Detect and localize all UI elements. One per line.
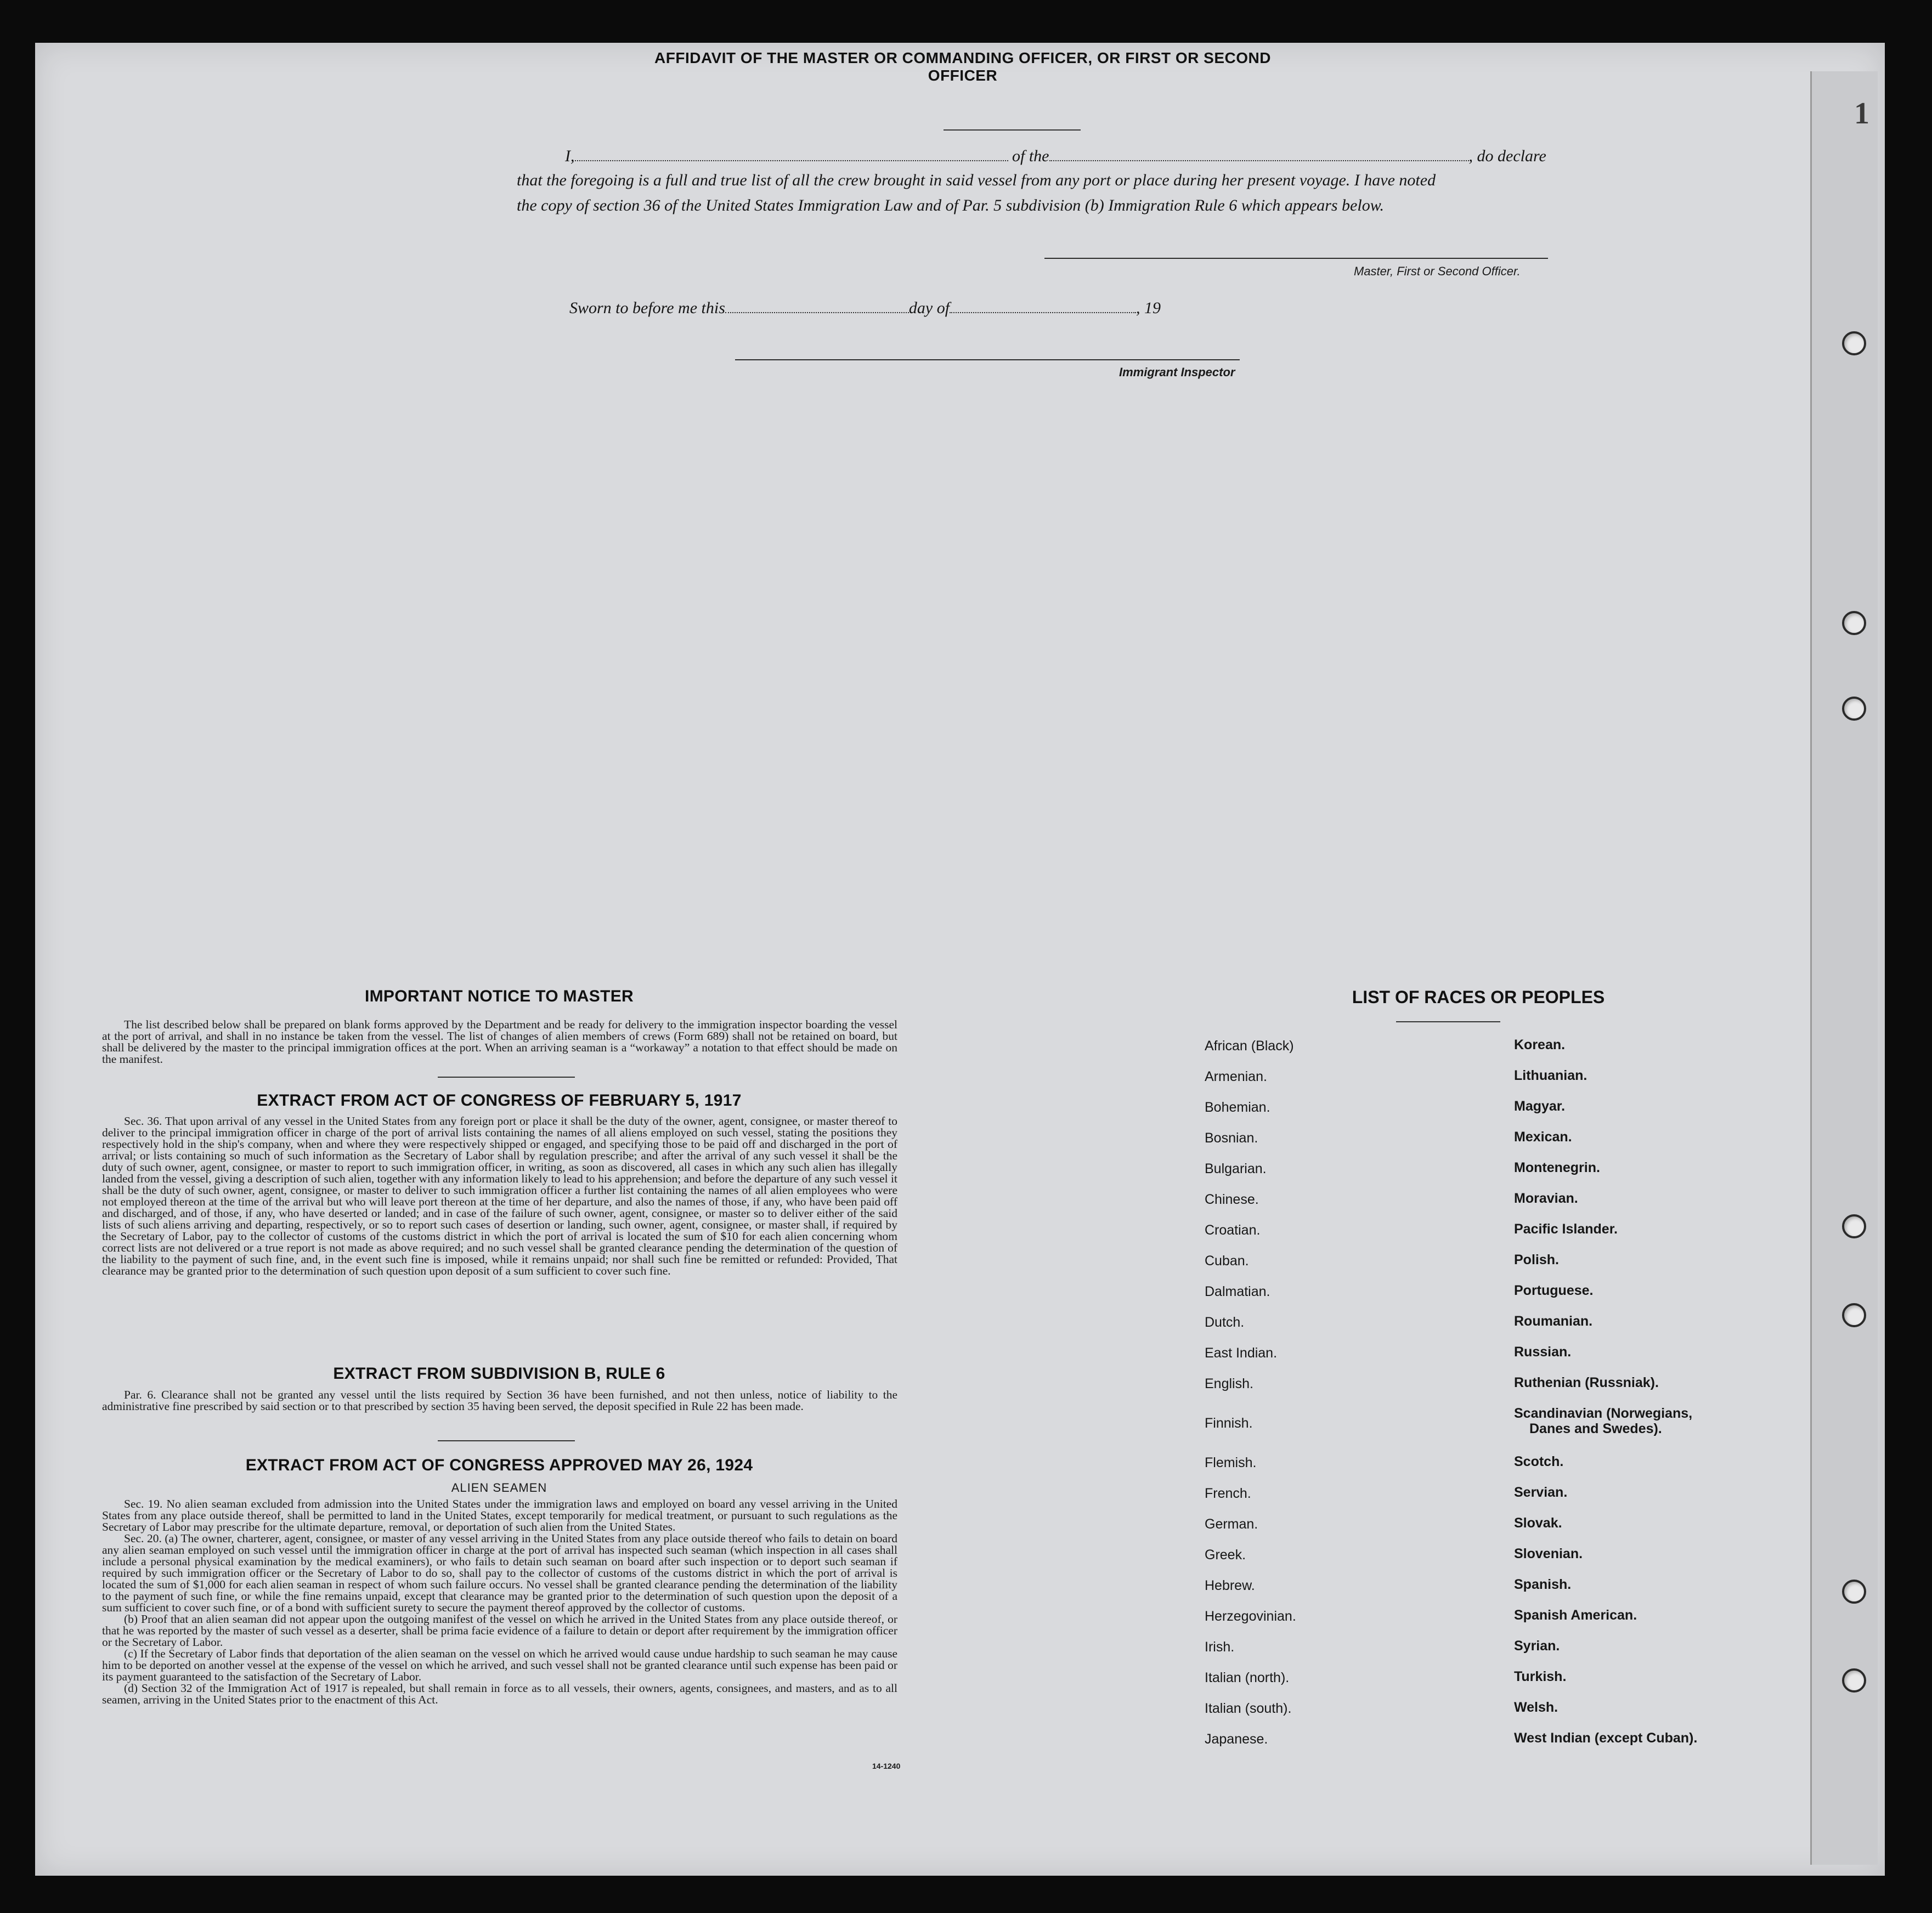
race-item: Armenian.: [1205, 1069, 1267, 1084]
binder-hole: [1842, 1668, 1866, 1693]
race-item: Bosnian.: [1205, 1130, 1258, 1146]
race-item: Pacific Islander.: [1514, 1221, 1618, 1237]
affidavit-declare-label: , do declare: [1468, 147, 1546, 165]
race-item: Irish.: [1205, 1639, 1235, 1655]
race-item: Mexican.: [1514, 1129, 1572, 1145]
race-item: Spanish American.: [1514, 1608, 1637, 1623]
race-item: Scandinavian (Norwegians,: [1514, 1406, 1693, 1421]
race-item: Lithuanian.: [1514, 1068, 1588, 1083]
race-item: East Indian.: [1205, 1345, 1278, 1361]
sworn-year-label: , 19: [1136, 299, 1161, 317]
inspector-signature-line[interactable]: [735, 359, 1240, 360]
race-item: English.: [1205, 1376, 1253, 1391]
notice-rule: [438, 1077, 575, 1078]
race-item: African (Black): [1205, 1038, 1294, 1054]
races-title: LIST OF RACES OR PEOPLES: [1352, 987, 1605, 1007]
race-item: Roumanian.: [1514, 1314, 1593, 1329]
form-number: 14-1240: [872, 1762, 901, 1770]
race-item: Dutch.: [1205, 1315, 1245, 1330]
race-item: Dalmatian.: [1205, 1284, 1270, 1299]
race-item: Spanish.: [1514, 1577, 1572, 1592]
sec-20a-text: Sec. 20. (a) The owner, charterer, agent, consignee, or master of any vessel arriving in the United States from any place outside thereof who fails to detain on board any alien seaman employed on such vessel until the immigration officer in charge at the port of arrival has inspected such seaman (which inspection in all cases shall include a personal physical examination by the medical examiners), or who fails to detain such seaman on board after such inspection or to deport such seaman if required by such immigration officer or the Secretary of Labor to do so, shall pay to the collector of customs of the customs district in which the port of arrival is located the sum of $1,000 for each alien seaman in respect of whom such failure occurs. No vessel shall be granted clearance pending the determination of the liability to the payment of such fine, or while the fine remains unpaid, except that clearance may be granted prior to the determination of such question upon the deposit of a sum sufficient to cover such fine, or of a bond with sufficient surety to secure the payment thereof approved by the collector of customs.: [102, 1532, 897, 1614]
race-item: Finnish.: [1205, 1416, 1253, 1431]
race-item: Russian.: [1514, 1344, 1572, 1360]
extract-1924-title: EXTRACT FROM ACT OF CONGRESS APPROVED MAY 26, 1924: [245, 1456, 753, 1474]
affidavit-of-label: of the: [1012, 147, 1049, 165]
inspector-caption: [1119, 365, 1235, 380]
race-item: Chinese.: [1205, 1192, 1259, 1207]
sec-19-text: Sec. 19. No alien seaman excluded from admission into the United States under the immigration laws and employed on board any vessel arriving in the United States from any place outside thereof, shall be permitted to land in the United States, except temporarily for medical treatment, or pursuant to such regulations as the Secretary of Labor may prescribe for the ultimate departure, removal, or deportation of such alien from the United States.: [102, 1497, 897, 1533]
sec-20d-text: (d) Section 32 of the Immigration Act of 1917 is repealed, but shall remain in force as to all vessels, their owners, agents, consignees, and masters, and as to all seamen, arriving in the United States prior to the enactment of this Act.: [102, 1682, 897, 1706]
notice-text: The list described below shall be prepared on blank forms approved by the Department and be ready for delivery to the immigration inspector boarding the vessel at the port of arrival, and shall in no instance be taken from the vessel. The list of changes of alien members of crews (Form 689) shall not be retained on board, but shall be delivered by the master to the principal immigration offices at the port. When an arriving seaman is a “workaway” a notation to that effect should be made on the manifest.: [102, 1018, 897, 1066]
officer-name-field[interactable]: [575, 148, 1008, 161]
extract-1917-text: Sec. 36. That upon arrival of any vessel in the United States from any foreign port or place it shall be the duty of the owner, agent, consignee, or master thereof to deliver to the principal immigration officer in charge of the port of arrival lists containing the names of all aliens employed on such vessel, stating the positions they respectively hold in the ship's company, when and where they were respectively shipped or engaged, and specifying those to be paid off and discharged in the port of arrival; or lists containing so much of such information as the Secretary of Labor shall by regulation prescribe; and after the arrival of any such vessel it shall be the duty of such owner, agent, consignee, or master to report to such immigration officer, in writing, as soon as discovered, all cases in which any such alien has illegally landed from the vessel, giving a description of such alien, together with any information likely to lead to his apprehension; and before the departure of any such vessel it shall be the duty of such owner, agent, consignee, or master to deliver to such immigration officer a further list containing the names of all alien employees who were not employed thereon at the time of the arrival but who will leave port thereon at the time of her departure, and also the names of those, if any, who have been paid off and discharged, and of those, if any, who have deserted or landed; and in case of the failure of such owner, agent, consignee, or master so to deliver either of the said lists of such aliens arriving and departing, respectively, or so to report such cases of desertion or landing, such owner, agent, consignee, or master shall, if required by the Secretary of Labor, pay to the collector of customs of the customs district in which the port of arrival is located the sum of $10 for each alien concerning whom correct lists are not delivered or a true report is not made as above required; and no such vessel shall be granted clearance pending the determination of the question of the liability to the payment of such fine, and, in the event such fine is imposed, while it remains unpaid; nor shall such fine be remitted or refunded: Provided, That clearance may be granted prior to the determination of such question upon deposit of a sum sufficient to cover such fine.: [102, 1114, 897, 1277]
page-mark: 1: [1854, 97, 1869, 131]
race-item: Montenegrin.: [1514, 1160, 1600, 1175]
race-item: Moravian.: [1514, 1191, 1578, 1206]
sworn-month-field[interactable]: [950, 300, 1136, 313]
binder-hole: [1842, 697, 1866, 721]
extract-rule6-title: EXTRACT FROM SUBDIVISION B, RULE 6: [333, 1365, 665, 1383]
sec-20c-text: (c) If the Secretary of Labor finds that deportation of the alien seaman on the vessel on which he arrived would cause undue hardship to such seaman he may cause him to be deported on another vessel at the expense of the vessel on which he arrived, and such vessel shall not be granted clearance until such expense has been paid or its payment guaranteed to the satisfaction of the Secretary of Labor.: [102, 1647, 897, 1683]
binder-hole: [1842, 611, 1866, 635]
title-rule: [944, 129, 1081, 131]
sworn-day-label: day of: [908, 299, 950, 317]
race-item: Herzegovinian.: [1205, 1609, 1296, 1624]
race-item: Ruthenian (Russniak).: [1514, 1375, 1659, 1390]
race-item: German.: [1205, 1516, 1258, 1532]
vessel-name-field[interactable]: [1049, 148, 1469, 161]
races-rule: [1396, 1021, 1500, 1022]
inspector-caption-text: Immigrant Inspector: [1119, 365, 1235, 379]
race-item: Italian (north).: [1205, 1670, 1290, 1685]
notice-title: IMPORTANT NOTICE TO MASTER: [364, 987, 634, 1005]
alien-seamen-subtitle: ALIEN SEAMEN: [451, 1481, 547, 1495]
race-item-continuation: Danes and Swedes).: [1529, 1421, 1662, 1436]
race-item: Syrian.: [1514, 1638, 1560, 1654]
race-item: Hebrew.: [1205, 1578, 1255, 1593]
extract-rule6-text: Par. 6. Clearance shall not be granted any vessel until the lists required by Section 36 have been furnished, and not then unless, notice of liability to the administrative fine prescribed by said section or to that prescribed by section 35 having been served, the deposit specified in Rule 22 has been made.: [102, 1388, 897, 1413]
sworn-prefix: Sworn to before me this: [569, 299, 725, 317]
race-item: Servian.: [1514, 1485, 1568, 1500]
race-item: Croatian.: [1205, 1222, 1261, 1238]
race-item: Turkish.: [1514, 1669, 1567, 1684]
sec-20b-text: (b) Proof that an alien seaman did not appear upon the outgoing manifest of the vessel on which he arrived in the United States from any place outside thereof, or that he was reported by the master of such vessel as a deserter, shall be prima facie evidence of a failure to detain or deport after requirement by the immigration officer or the Secretary of Labor.: [102, 1612, 897, 1649]
master-signature-caption: Master, First or Second Officer.: [1354, 264, 1521, 278]
affidavit-declaration-line: [565, 147, 1546, 166]
race-item: Italian (south).: [1205, 1701, 1292, 1716]
affidavit-statement-line: that the foregoing is a full and true list of all the crew brought in said vessel from any port or place during her present voyage. I have noted: [517, 171, 1436, 189]
race-item: Magyar.: [1514, 1099, 1566, 1114]
rule6-rule: [438, 1440, 575, 1441]
races-left-column: [1205, 1038, 1296, 1762]
race-item: West Indian (except Cuban).: [1514, 1730, 1698, 1746]
race-item: Scotch.: [1514, 1454, 1564, 1469]
races-right-column: [1514, 1037, 1697, 1761]
binder-hole: [1842, 331, 1866, 355]
extract-1924-body: [102, 1498, 897, 1706]
race-item: Japanese.: [1205, 1731, 1268, 1747]
race-item: Bulgarian.: [1205, 1161, 1267, 1176]
sworn-day-field[interactable]: [725, 300, 909, 313]
race-item: Polish.: [1514, 1252, 1559, 1267]
sworn-line: [569, 299, 1161, 318]
race-item: Welsh.: [1514, 1700, 1558, 1715]
affidavit-i-label: I,: [565, 147, 575, 165]
race-item: Korean.: [1514, 1037, 1566, 1052]
race-item: Slovenian.: [1514, 1546, 1583, 1561]
race-item: Bohemian.: [1205, 1100, 1270, 1115]
affidavit-reference-line: the copy of section 36 of the United States Immigration Law and of Par. 5 subdivision (b) Immigration Rule 6 which appears below.: [517, 196, 1384, 214]
master-signature-line[interactable]: [1044, 258, 1548, 259]
race-item: Portuguese.: [1514, 1283, 1594, 1298]
binder-hole: [1842, 1303, 1866, 1327]
race-item: French.: [1205, 1486, 1251, 1501]
binder-hole: [1842, 1580, 1866, 1604]
affidavit-title: AFFIDAVIT OF THE MASTER OR COMMANDING OFFICER, OR FIRST OR SECOND OFFICER: [654, 49, 1271, 84]
race-item: Slovak.: [1514, 1515, 1562, 1531]
extract-1917-title: EXTRACT FROM ACT OF CONGRESS OF FEBRUARY 5, 1917: [257, 1091, 742, 1110]
binder-hole: [1842, 1214, 1866, 1238]
race-item: Flemish.: [1205, 1455, 1257, 1470]
race-item: Greek.: [1205, 1547, 1246, 1563]
race-item: Cuban.: [1205, 1253, 1249, 1269]
